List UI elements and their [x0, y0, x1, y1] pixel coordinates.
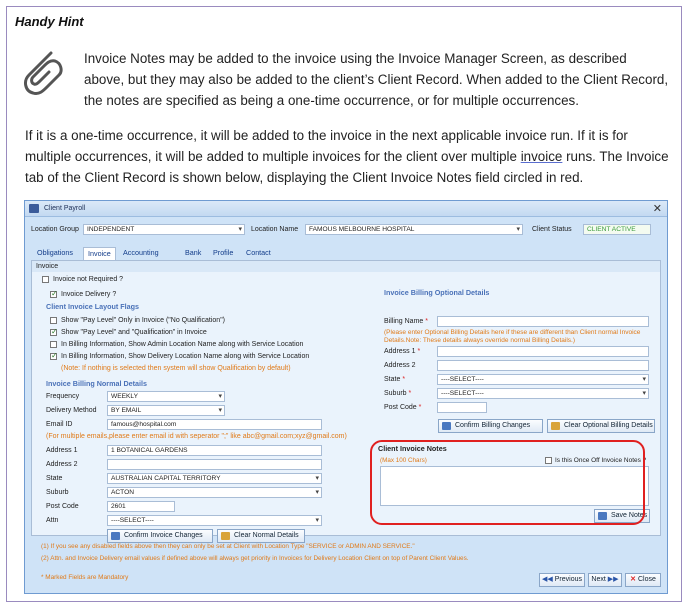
save-icon: [111, 532, 120, 540]
confirm-billing-changes-button[interactable]: [438, 419, 543, 433]
state-label: State: [46, 475, 63, 482]
invoice-not-required-label: Invoice not Required ?: [53, 276, 124, 283]
opt-postcode-label: Post Code *: [384, 404, 422, 411]
client-payroll-window: [24, 200, 668, 594]
panel-header: Invoice: [32, 261, 660, 272]
tab-bank[interactable]: Bank: [185, 248, 202, 257]
invoice-delivery-label: Invoice Delivery ?: [61, 291, 117, 298]
billing-name-label: Billing Name *: [384, 318, 428, 325]
hint-text: If it is a one-time occurrence, it will be added to the invoice in the next applicable invoice run. If it is for multiple occurrences, it will be added to multiple invoices for the client over multiple: [25, 128, 628, 164]
button-label: Close: [637, 576, 656, 583]
hint-title: Handy Hint: [15, 14, 84, 29]
eraser-icon: [221, 532, 230, 540]
label-text: State: [384, 376, 401, 383]
address1-input[interactable]: 1 BOTANICAL GARDENS: [107, 445, 322, 456]
button-label: Clear Optional Billing Details: [564, 422, 653, 429]
confirm-invoice-changes-button[interactable]: [107, 529, 213, 543]
billing-name-input[interactable]: [437, 316, 649, 327]
window-title: Client Payroll: [44, 205, 86, 212]
email-label: Email ID: [46, 421, 73, 428]
tab-invoice[interactable]: Invoice: [83, 247, 116, 260]
suburb-label: Suburb: [46, 489, 69, 496]
tab-obligations[interactable]: Obligations: [37, 248, 73, 257]
label-text: Billing Name: [384, 318, 424, 325]
flag-checkbox[interactable]: [50, 353, 57, 360]
opt-address2-label: Address 2: [384, 362, 416, 369]
location-group-select[interactable]: INDEPENDENT ▾: [83, 224, 245, 235]
optional-details-title: Invoice Billing Optional Details: [384, 288, 490, 297]
hint-paragraph-1: Invoice Notes may be added to the invoice using the Invoice Manager Screen, as described above, but they may also be added to the client’s Client Record. When added to the Client Record, the notes are specified as being a one-time occurrence, or for multiple occurrences.: [84, 51, 669, 108]
opt-suburb-select[interactable]: ----SELECT---- ▾: [437, 388, 649, 399]
delivery-method-label: Delivery Method: [46, 407, 97, 414]
postcode-input[interactable]: 2601: [107, 501, 175, 512]
client-status-label: Client Status: [532, 226, 572, 233]
footer-note-2: (2) Attn. and Invoice Delivery email values if defined above will always get priority in Invoices for Delivery Location Client on top of Parent Client Values.: [41, 555, 469, 562]
previous-button[interactable]: [539, 573, 585, 587]
next-icon: ▶▶: [607, 576, 619, 583]
title-bar: [25, 201, 667, 217]
flag-label: In Billing Information, Show Delivery Location Name along with Service Location: [61, 353, 310, 360]
label-text: Address 1: [384, 348, 416, 355]
tab-profile[interactable]: Profile: [213, 248, 234, 257]
button-label: Next: [591, 576, 606, 583]
flag-checkbox[interactable]: [50, 317, 57, 324]
button-label: Confirm Invoice Changes: [124, 532, 203, 539]
email-note: (For multiple emails,please enter email id with seperator ";" like abc@gmail.com;xyz@gmail.com): [46, 433, 347, 440]
attn-label: Attn: [46, 517, 59, 524]
opt-state-label: State *: [384, 376, 406, 383]
flag-label: Show "Pay Level" Only in Invoice ("No Qualification"): [61, 317, 226, 324]
clear-optional-billing-button[interactable]: [547, 419, 655, 433]
flag-checkbox[interactable]: [50, 329, 57, 336]
location-name-select[interactable]: FAMOUS MELBOURNE HOSPITAL ▾: [305, 224, 523, 235]
attn-select[interactable]: ----SELECT---- ▾: [107, 515, 322, 526]
opt-suburb-label: Suburb *: [384, 390, 412, 397]
close-button[interactable]: [625, 573, 661, 587]
next-button[interactable]: [588, 573, 622, 587]
flag-label: Show "Pay Level" and "Qualification" in Invoice: [61, 329, 207, 336]
close-icon: ✕: [630, 576, 636, 583]
location-group-label: Location Group: [31, 226, 79, 233]
button-label: Confirm Billing Changes: [455, 422, 531, 429]
eraser-icon: [551, 422, 560, 430]
flag-label: In Billing Information, Show Admin Location Name along with Service Location: [61, 341, 304, 348]
frequency-label: Frequency: [46, 393, 80, 400]
email-input[interactable]: famous@hospital.com: [107, 419, 322, 430]
button-label: Previous: [554, 576, 582, 583]
postcode-label: Post Code: [46, 503, 79, 510]
button-label: Save Notes: [611, 512, 648, 519]
hint-text: runs. The Invoice tab of the Client Record is shown below, displaying the Client Invoice Notes field circled in red.: [25, 149, 669, 185]
tab-contact-details[interactable]: Contact: [246, 248, 271, 257]
paperclip-icon: [21, 45, 63, 101]
clear-normal-details-button[interactable]: [217, 529, 305, 543]
previous-icon: ◀◀: [542, 576, 553, 583]
optional-note: (Please enter Optional Billing Details here if these are different than Client normal Invoice Details.Note: These details always override normal Billing Details.): [384, 329, 641, 344]
tab-accounting-data[interactable]: Accounting: [123, 248, 159, 257]
address2-label: Address 2: [46, 461, 78, 468]
client-invoice-notes-title: Client Invoice Notes: [378, 444, 447, 453]
save-icon: [442, 422, 451, 430]
red-highlight-circle: [370, 440, 648, 525]
client-status-field: CLIENT ACTIVE: [583, 224, 651, 235]
footer-note-1: (1) If you see any disabled fields above then they can only be set at Client with Location Type "SERVICE or ADMIN AND SERVICE.": [41, 543, 415, 550]
button-label: Clear Normal Details: [234, 532, 299, 539]
frequency-select[interactable]: WEEKLY ▾: [107, 391, 225, 402]
hint-underlined-word: invoice: [520, 149, 563, 164]
hint-paragraph-2: [25, 125, 673, 188]
address2-input[interactable]: [107, 459, 322, 470]
location-name-label: Location Name: [251, 226, 299, 233]
opt-address2-input[interactable]: [437, 360, 649, 371]
label-text: Post Code: [384, 404, 417, 411]
opt-address1-input[interactable]: [437, 346, 649, 357]
normal-details-title: Invoice Billing Normal Details: [46, 379, 148, 388]
close-icon[interactable]: ✕: [652, 203, 662, 215]
opt-state-select[interactable]: ----SELECT---- ▾: [437, 374, 649, 385]
address1-label: Address 1: [46, 447, 78, 454]
state-select[interactable]: AUSTRALIAN CAPITAL TERRITORY ▾: [107, 473, 322, 484]
invoice-delivery-checkbox[interactable]: [50, 291, 57, 298]
once-off-label: Is this Once Off Invoice Notes ?: [555, 457, 647, 464]
mandatory-note: * Marked Fields are Mandatory: [41, 574, 129, 581]
delivery-method-select[interactable]: BY EMAIL ▾: [107, 405, 225, 416]
app-icon: [29, 204, 39, 213]
notes-max-chars: (Max 100 Chars): [380, 457, 427, 464]
opt-address1-label: Address 1 *: [384, 348, 421, 355]
flags-note: (Note: If nothing is selected then system will show Qualification by default): [61, 365, 291, 372]
opt-postcode-input[interactable]: [437, 402, 487, 413]
flag-checkbox[interactable]: [50, 341, 57, 348]
layout-flags-title: Client Invoice Layout Flags: [46, 302, 140, 311]
invoice-not-required-checkbox[interactable]: [42, 276, 49, 283]
suburb-select[interactable]: ACTON ▾: [107, 487, 322, 498]
label-text: Suburb: [384, 390, 407, 397]
